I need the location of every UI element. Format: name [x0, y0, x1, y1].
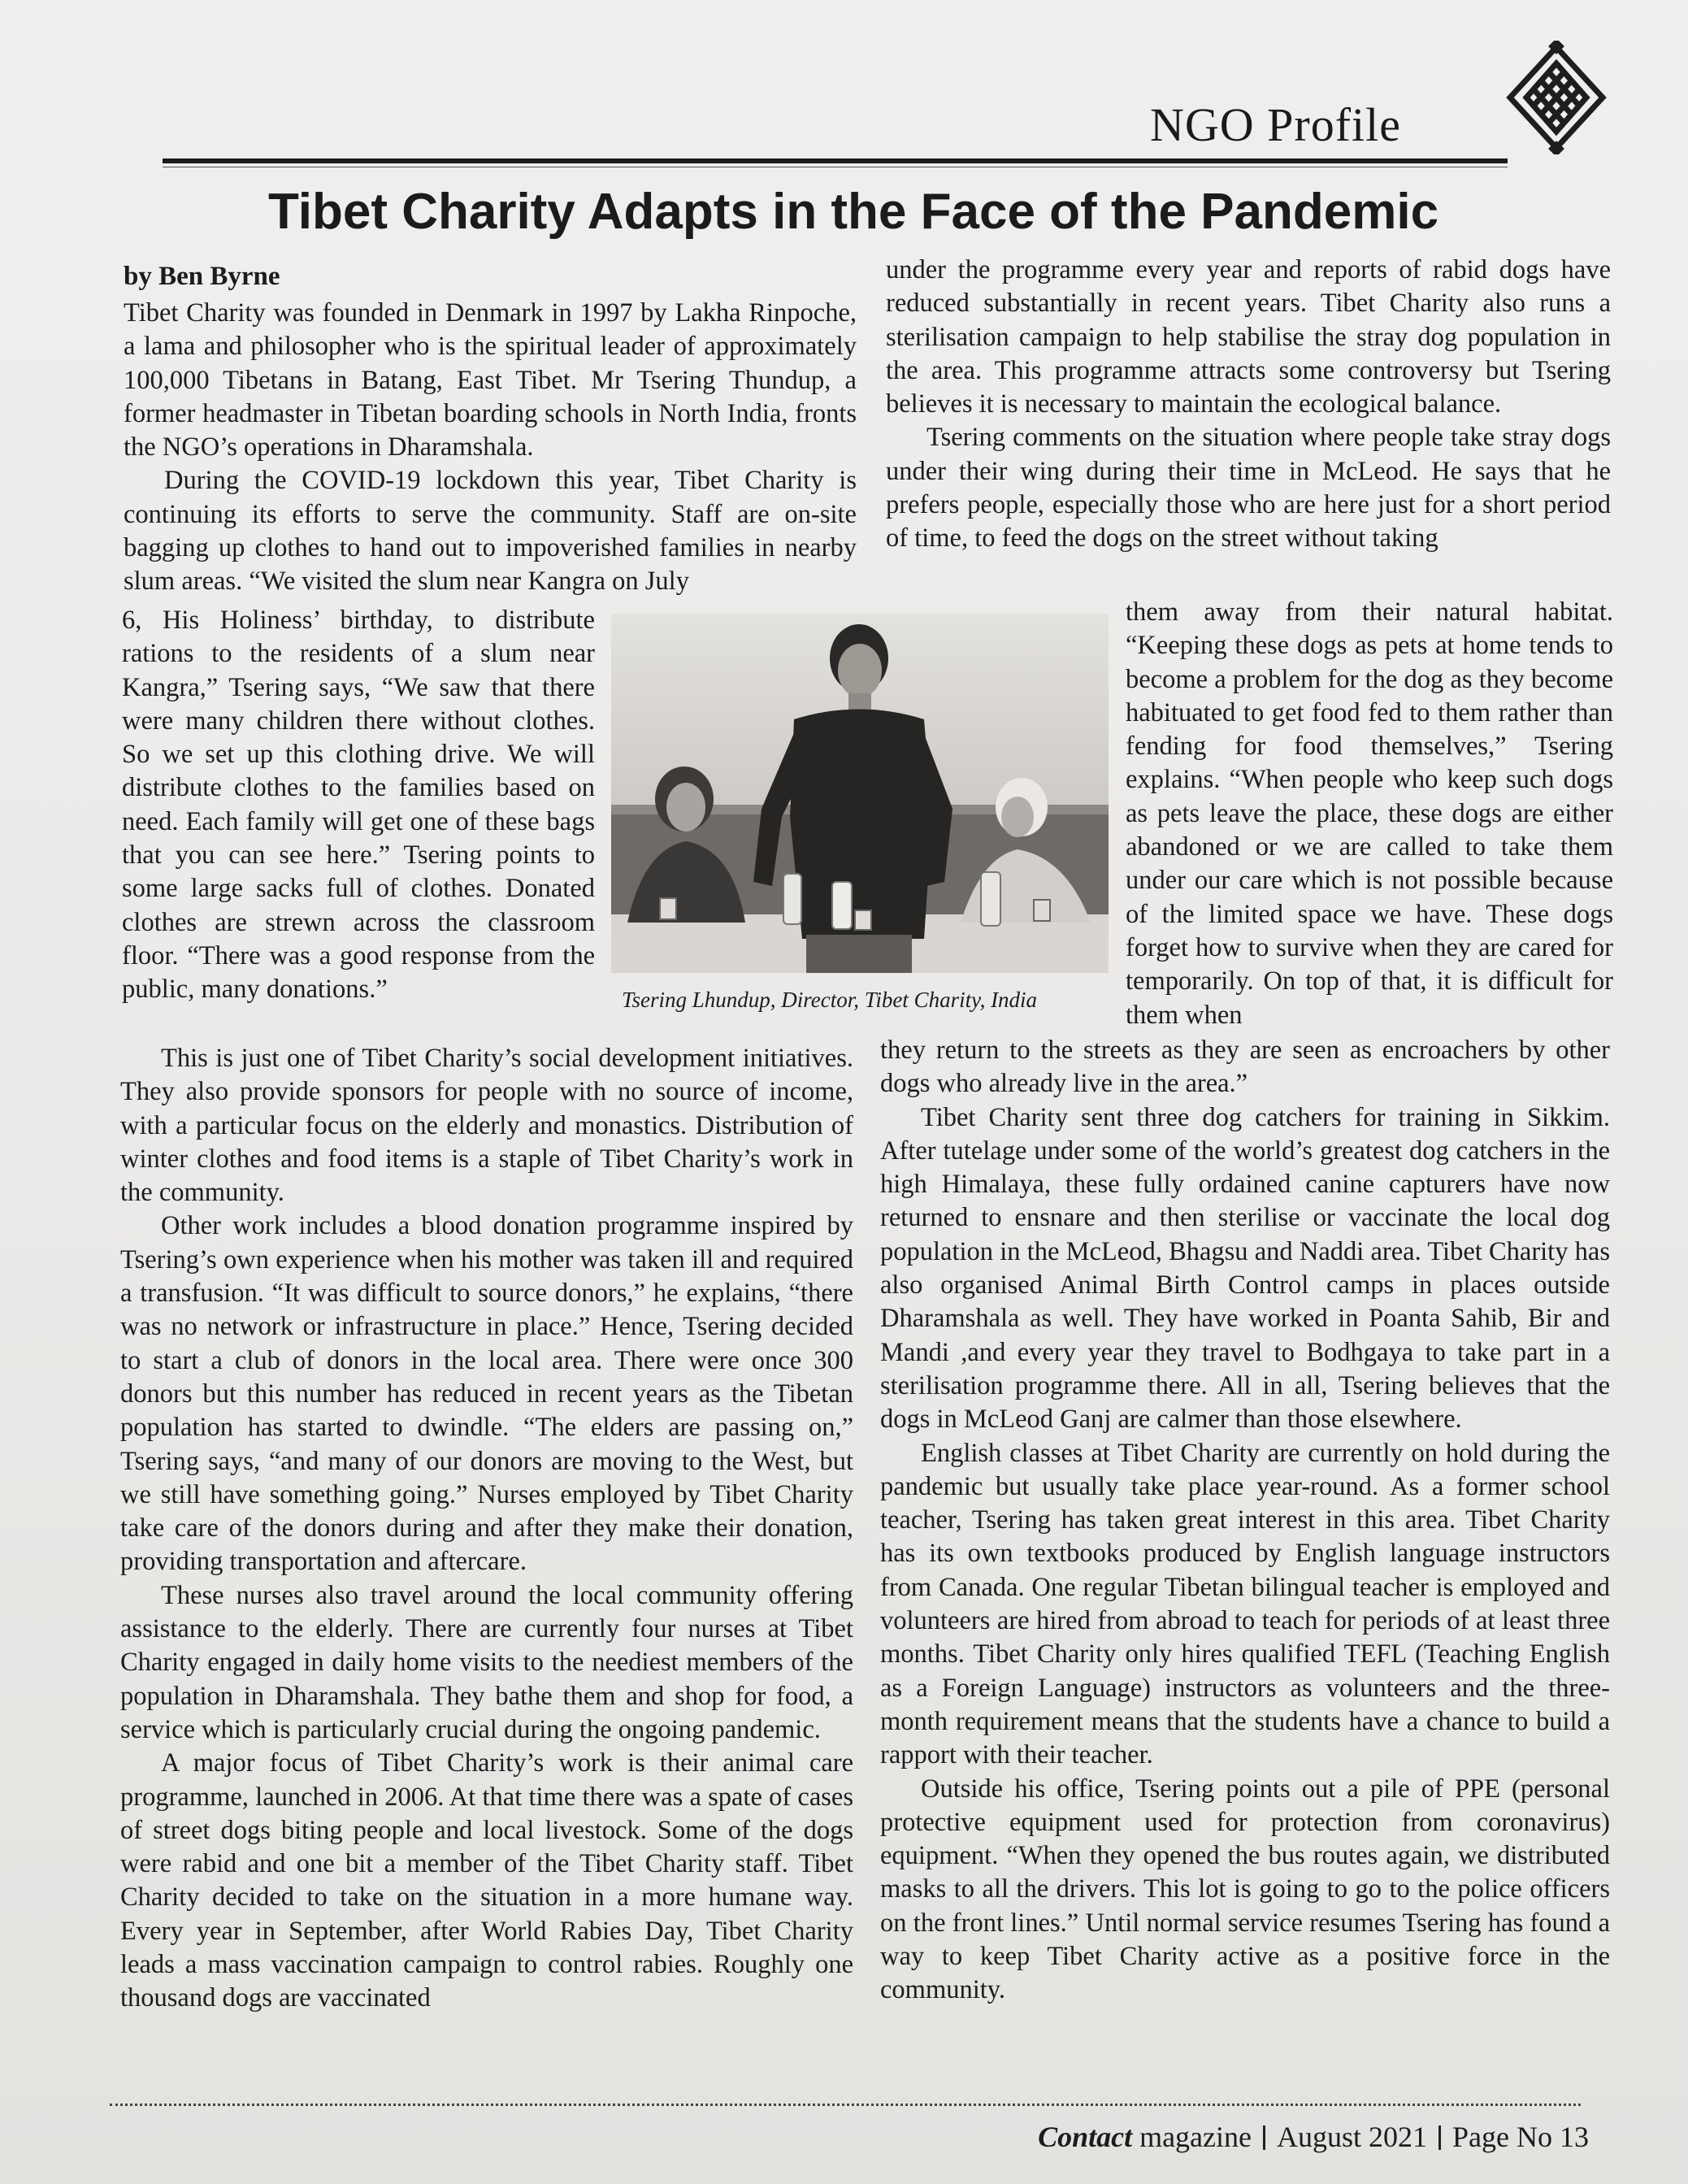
- paragraph: These nurses also travel around the local community offering assistance to the elderly. There are currently four nurses at Tibet Charity engaged in daily home visits to the neediest members of the population in Dharamshala. They bathe them and shop for food, a service which is particularly crucial during the ongoing pandemic.: [120, 1580, 853, 1744]
- paragraph: 6, His Holiness’ birthday, to distribute rations to the residents of a slum near Kangra,” Tsering says, “We saw that there were many children there without clothes. So we set up this clothing drive. We will distribute clothes to the families based on need. Each family will get one of these bags that you can see here.” Tsering points to some large sacks full of clothes. Donated clothes are strewn across the classroom floor. “There was a good response from the public, many donations.”: [122, 606, 595, 1005]
- paragraph: Tibet Charity was founded in Denmark in 1997 by Lakha Rinpoche, a lama and philosopher who is the spiritual leader of approximately 100,000 Tibetans in Batang, East Tibet. Mr Tsering Thundup, a former headmaster in Tibetan boarding schools in North India, fronts the NGO’s operations in Dharamshala.: [124, 298, 857, 462]
- endless-knot-icon: [1504, 41, 1609, 154]
- paragraph: Tibet Charity sent three dog catchers for training in Sikkim. After tutelage under some of the world’s greatest dog catchers in the high Himalaya, these fully ordained canine capturers have now returned to ensnare and then sterilise or vaccinate the local dog population in the McLeod, Bhagsu and Naddi area. Tibet Charity has also organised Animal Birth Control camps in places outside Dharamshala as well. They have worked in Poanta Sahib, Bir and Mandi ,and every year they travel to Bodhgaya to take part in a sterilisation programme there. All in all, Tsering believes that the dogs in McLeod Ganj are calmer than those elsewhere.: [880, 1102, 1610, 1435]
- footer-separator: [1263, 2125, 1265, 2150]
- footer-rule: [110, 2104, 1581, 2106]
- paragraph: English classes at Tibet Charity are currently on hold during the pandemic but usually take place year-round. As a former school teacher, Tsering has taken great interest in this area. Tibet Charity has its own textbooks produced by English language instructors from Canada. One regular Tibetan bilingual teacher is employed and volunteers are hired from abroad to teach for periods of at least three months. Tibet Charity only hires qualified TEFL (Teaching English as a Foreign Language) instructors as volunteers and the three-month requirement means that the students have a chance to build a rapport with their teacher.: [880, 1438, 1610, 1770]
- paragraph: Tsering comments on the situation where people take stray dogs under their wing during their time in McLeod. He says that he prefers people, especially those who are here just for a short period of time, to feed the dogs on the street without taking: [886, 423, 1611, 554]
- magazine-suffix: magazine: [1132, 2121, 1252, 2153]
- paragraph: they return to the streets as they are seen as encroachers by other dogs who already live in the area.”: [880, 1036, 1610, 1099]
- photo-caption: Tsering Lhundup, Director, Tibet Charity, India: [622, 988, 1038, 1012]
- page-number: Page No 13: [1452, 2121, 1589, 2153]
- issue-date: August 2021: [1277, 2121, 1428, 2153]
- column-1-top: [124, 297, 857, 599]
- column-1-wrap: [122, 604, 595, 1007]
- article-title: Tibet Charity Adapts in the Face of the Pandemic: [268, 184, 1439, 240]
- paragraph: This is just one of Tibet Charity’s social development initiatives. They also provide sponsors for people with no source of income, with a particular focus on the elderly and monastics. Distribution of winter clothes and food items is a staple of Tibet Charity’s work in the community.: [120, 1044, 853, 1208]
- page-footer: [971, 2120, 1589, 2154]
- paragraph: under the programme every year and reports of rabid dogs have reduced substantially in recent years. Tibet Charity also runs a sterilisation campaign to help stabilise the stray dog population in the area. This programme attracts some controversy but Tsering believes it is necessary to maintain the ecological balance.: [886, 255, 1611, 419]
- magazine-name: Contact: [1038, 2121, 1133, 2153]
- header-rule: [163, 158, 1508, 163]
- column-2-top: [886, 254, 1611, 556]
- article-photo: [611, 614, 1109, 973]
- column-1-bottom: [120, 1042, 853, 2016]
- column-2-bottom: [880, 1034, 1610, 2008]
- paragraph: Outside his office, Tsering points out a pile of PPE (personal protective equipment used for protection from coronavirus) equipment. “When they opened the bus routes again, we distributed masks to all the drivers. This lot is going to go to the police officers on the front lines.” Until normal service resumes Tsering has found a way to keep Tibet Charity active as a positive force in the community.: [880, 1774, 1610, 2005]
- column-2-wrap: [1126, 596, 1613, 1032]
- section-label: [1150, 98, 1491, 152]
- photo-illustration: [611, 614, 1109, 973]
- paragraph: Other work includes a blood donation programme inspired by Tsering’s own experience when his mother was taken ill and required a transfusion. “It was difficult to source donors,” he explains, “there was no network or infrastructure in place.” Hence, Tsering decided to start a club of donors in the local area. There were once 300 donors but this number has reduced in recent years as the Tibetan population has started to dwindle. “The elders are passing on,” Tsering says, “and many of our donors are moving to the West, but we still have something going.” Nurses employed by Tibet Charity take care of the donors during and after they make their donation, providing transportation and aftercare.: [120, 1211, 853, 1577]
- paragraph: During the COVID-19 lockdown this year, Tibet Charity is continuing its efforts to serve the community. Staff are on-site bagging up clothes to hand out to impoverished families in nearby slum areas. “We visited the slum near Kangra on July: [124, 466, 857, 597]
- paragraph: them away from their natural habitat. “Keeping these dogs as pets at home tends to become a problem for the dog as they become habituated to get food fed to them rather than fending for food themselves,” Tsering explains. “When people who keep such dogs as pets leave the place, these dogs are either abandoned or we are called to take them under our care which is not possible because of the limited space we have. These dogs forget how to survive when they are cared for temporarily. On top of that, it is difficult for them when: [1126, 597, 1613, 1030]
- section-label-text: NGO Profile: [1150, 98, 1402, 151]
- footer-separator: [1438, 2125, 1441, 2150]
- paragraph: A major focus of Tibet Charity’s work is their animal care programme, launched in 2006. At that time there was a spate of cases of street dogs biting people and local livestock. Some of the dogs were rabid and one bit a member of the Tibet Charity staff. Tibet Charity decided to take on the situation in a more humane way. Every year in September, after World Rabies Day, Tibet Charity leads a mass vaccination campaign to control rabies. Roughly one thousand dogs are vaccinated: [120, 1748, 853, 2013]
- byline: by Ben Byrne: [124, 262, 280, 291]
